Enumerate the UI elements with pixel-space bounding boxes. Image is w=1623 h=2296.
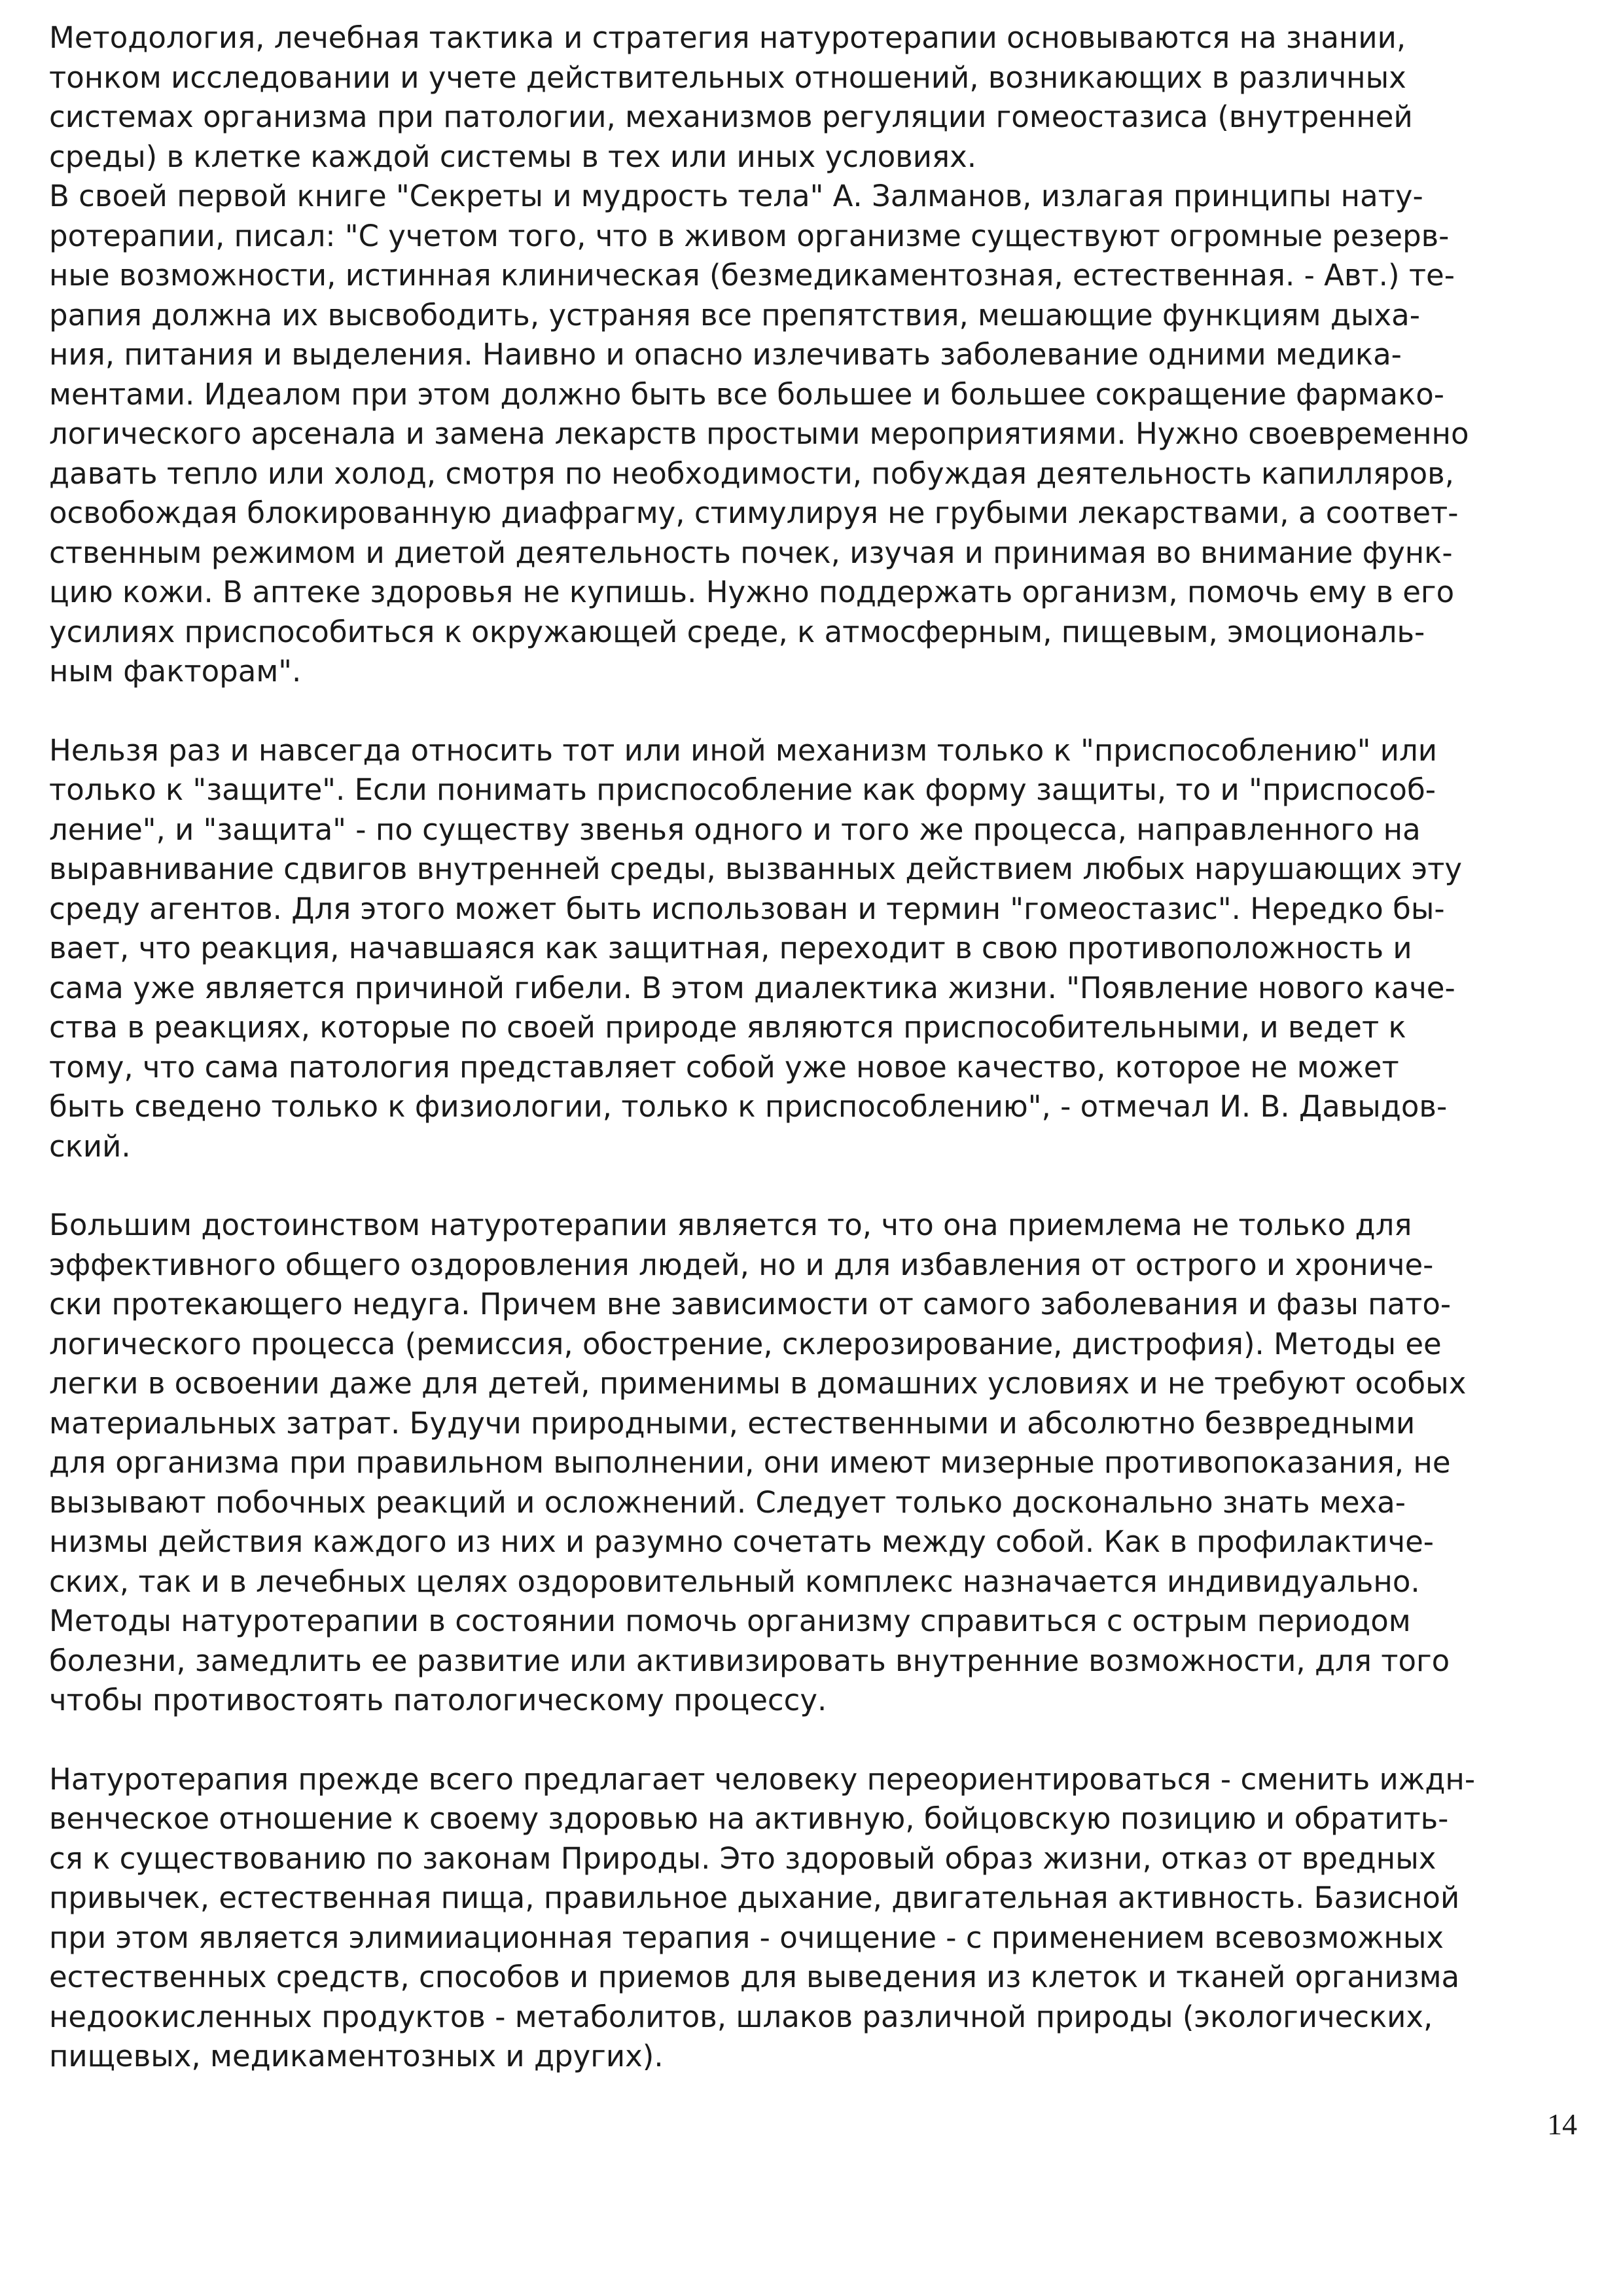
text-line: среду агентов. Для этого может быть использован и термин "гомеостазис". Нередко бы- — [49, 891, 1445, 926]
text-line: среды) в клетке каждой системы в тех или иных условиях. — [49, 139, 977, 174]
text-line: вызывают побочных реакций и осложнений. Следует только досконально знать меха- — [49, 1484, 1406, 1520]
text-line: ния, питания и выделения. Наивно и опасно излечивать заболевание одними медика- — [49, 337, 1402, 372]
text-line: освобождая блокированную диафрагму, стимулируя не грубыми лекарствами, а соответ- — [49, 495, 1459, 530]
text-line: венческое отношение к своему здоровью на активную, бойцовскую позицию и обратить- — [49, 1801, 1449, 1836]
body-text — [49, 18, 1594, 2116]
paragraph-2 — [49, 731, 1594, 1167]
text-line: ментами. Идеалом при этом должно быть все большее и большее сокращение фармако- — [49, 376, 1445, 412]
text-line: тонком исследовании и учете действительных отношений, возникающих в различных — [49, 60, 1406, 95]
text-line: только к "защите". Если понимать приспособление как форму защиты, то и "приспособ- — [49, 772, 1436, 807]
text-line: при этом является элимииационная терапия - очищение - с применением всевозможных — [49, 1920, 1444, 1955]
text-line: привычек, естественная пища, правильное дыхание, двигательная активность. Базисной — [49, 1880, 1460, 1915]
text-line: ский. — [49, 1128, 131, 1164]
text-line: материальных затрат. Будучи природными, естественными и абсолютно безвредными — [49, 1405, 1416, 1441]
text-line: усилиях приспособиться к окружающей среде, к атмосферным, пищевым, эмоциональ- — [49, 614, 1425, 649]
text-line: рапия должна их высвободить, устраняя все препятствия, мешающие функциям дыха- — [49, 297, 1420, 332]
text-line: для организма при правильном выполнении, они имеют мизерные противопоказания, не — [49, 1445, 1451, 1480]
text-line: болезни, замедлить ее развитие или активизировать внутренние возможности, для того — [49, 1643, 1450, 1678]
text-line: ства в реакциях, которые по своей природе являются приспособительными, и ведет к — [49, 1010, 1406, 1045]
text-line: чтобы противостоять патологическому процессу. — [49, 1683, 827, 1717]
text-line: Большим достоинством натуротерапии является то, что она приемлема не только для — [49, 1208, 1412, 1242]
text-line: ся к существованию по законам Природы. Это здоровый образ жизни, отказ от вредных — [49, 1840, 1436, 1876]
text-line: В своей первой книге "Секреты и мудрость тела" А. Залманов, излагая принципы нату- — [49, 179, 1423, 213]
text-line: давать тепло или холод, смотря по необходимости, побуждая деятельность капилляров, — [49, 456, 1454, 491]
text-line: Натуротерапия прежде всего предлагает человеку переориентироваться - сменить иждн- — [49, 1761, 1476, 1797]
paragraph-1 — [49, 18, 1594, 692]
text-line: эффективного общего оздоровления людей, но и для избавления от острого и хрониче- — [49, 1247, 1434, 1282]
text-line: Методология, лечебная тактика и стратегия натуротерапии основываются на знании, — [49, 20, 1406, 55]
text-line: легки в освоении даже для детей, применимы в домашних условиях и не требуют особых — [49, 1366, 1467, 1401]
text-line: пищевых, медикаментозных и других). — [49, 2039, 664, 2073]
text-line: ских, так и в лечебных целях оздоровительный комплекс назначается индивидуально. — [49, 1564, 1420, 1599]
text-line: ротерапии, писал: "С учетом того, что в живом организме существуют огромные резерв- — [49, 218, 1450, 253]
text-line: цию кожи. В аптеке здоровья не купишь. Нужно поддержать организм, помочь ему в его — [49, 575, 1455, 609]
text-line: низмы действия каждого из них и разумно сочетать между собой. Как в профилактиче- — [49, 1524, 1435, 1559]
text-line: вает, что реакция, начавшаяся как защитная, переходит в свою противоположность и — [49, 931, 1412, 965]
text-line: системах организма при патологии, механизмов регуляции гомеостазиса (внутренней — [49, 99, 1413, 134]
paragraph-3 — [49, 1206, 1594, 1721]
text-line: ным факторам". — [49, 654, 302, 689]
text-line: Методы натуротерапии в состоянии помочь организму справиться с острым периодом — [49, 1604, 1411, 1638]
page-number: 14 — [1547, 2108, 1577, 2141]
text-line: ски протекающего недуга. Причем вне зависимости от самого заболевания и фазы пато- — [49, 1287, 1452, 1321]
text-line: ственным режимом и диетой деятельность почек, изучая и принимая во внимание функ- — [49, 535, 1453, 570]
paragraph-4 — [49, 1760, 1594, 2077]
text-line: тому, что сама патология представляет собой уже новое качество, которое не может — [49, 1049, 1399, 1085]
text-line: естественных средств, способов и приемов для выведения из клеток и тканей организма — [49, 1960, 1460, 1994]
text-line: выравнивание сдвигов внутренней среды, вызванных действием любых нарушающих эту — [49, 852, 1462, 886]
text-line: ление", и "защита" - по существу звенья одного и того же процесса, направленного на — [49, 812, 1421, 847]
text-line: логического арсенала и замена лекарств простыми мероприятиями. Нужно своевременно — [49, 416, 1469, 451]
text-line: недоокисленных продуктов - метаболитов, шлаков различной природы (экологических, — [49, 1999, 1433, 2034]
text-line: Нельзя раз и навсегда относить тот или иной механизм только к "приспособлению" или — [49, 732, 1438, 768]
text-line: ные возможности, истинная клиническая (безмедикаментозная, естественная. - Авт.) те- — [49, 258, 1455, 293]
text-line: логического процесса (ремиссия, обострение, склерозирование, дистрофия). Методы ее — [49, 1326, 1442, 1361]
text-line: сама уже является причиной гибели. В этом диалектика жизни. "Появление нового каче- — [49, 970, 1455, 1005]
text-line: быть сведено только к физиологии, только к приспособлению", - отмечал И. В. Давыдов- — [49, 1089, 1448, 1124]
